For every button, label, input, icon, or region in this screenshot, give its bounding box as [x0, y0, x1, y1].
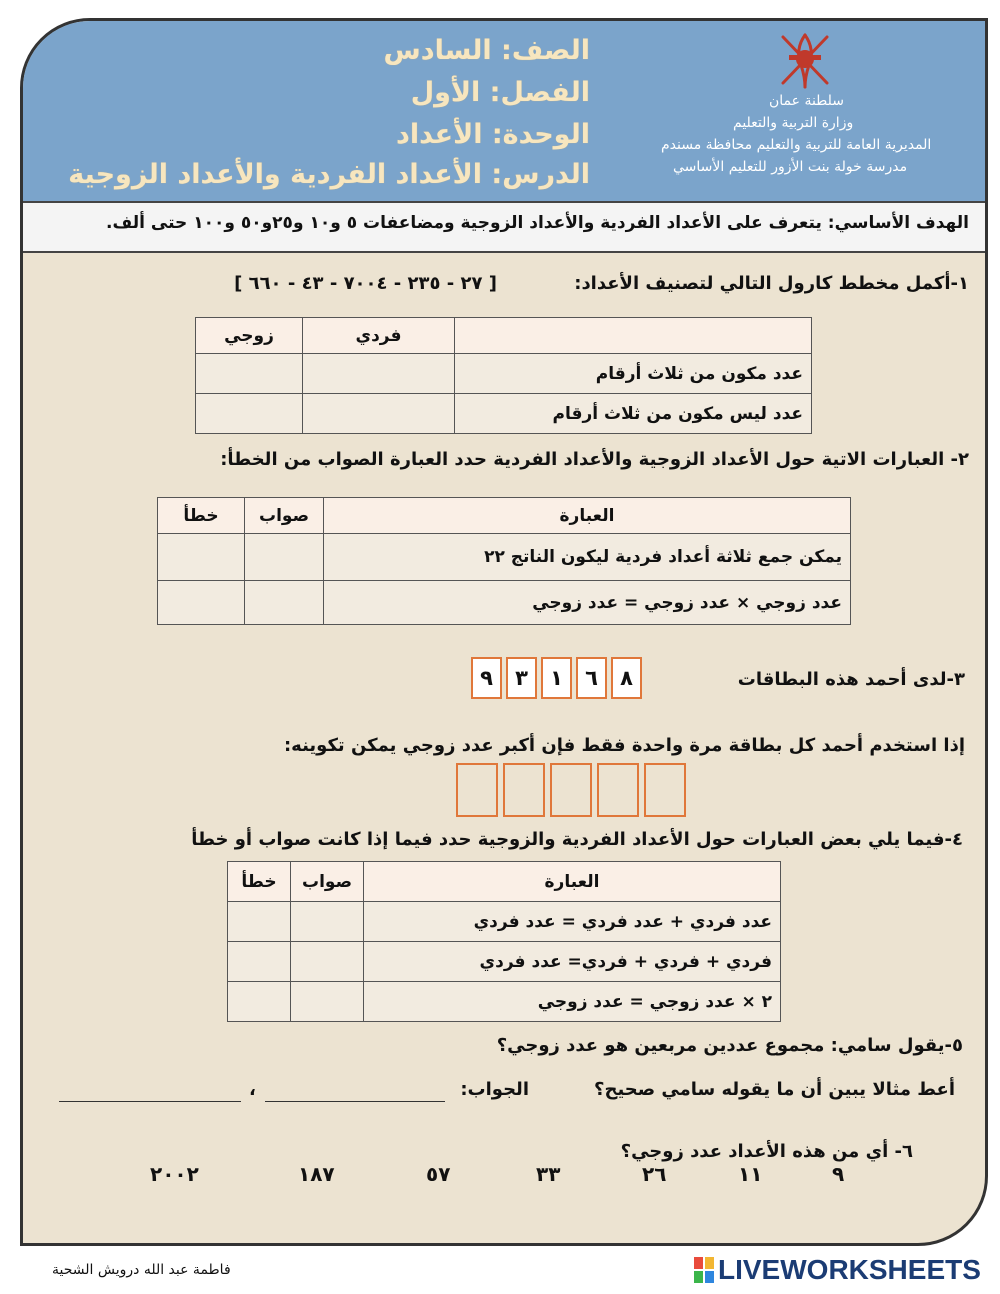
false-answer-cell[interactable] [228, 942, 291, 982]
learning-goal-banner [23, 203, 985, 253]
q6-options [150, 1162, 890, 1192]
org-line-school: مدرسة خولة بنت الأزور للتعليم الأساسي [673, 159, 908, 175]
statement-cell: يمكن جمع ثلاثة أعداد فردية ليكون الناتج ٢٢ [324, 534, 851, 581]
q5-answer-label: الجواب: [460, 1079, 529, 1100]
table-row [228, 942, 781, 982]
number-card: ٣ [506, 657, 537, 699]
header-cell-odd: فردي [303, 318, 455, 354]
header-cell-true: صواب [291, 862, 364, 902]
table-row [228, 902, 781, 942]
number-card: ٦ [576, 657, 607, 699]
answer-cell[interactable] [196, 354, 303, 394]
q6-option[interactable]: ١٨٧ [298, 1162, 335, 1186]
answer-cell[interactable] [303, 394, 455, 434]
answer-blank-2[interactable] [265, 1101, 445, 1102]
q6-option[interactable]: ١١ [738, 1162, 763, 1186]
liveworksheets-brand[interactable]: LIVEWORKSHEETS [718, 1254, 981, 1285]
number-cards [471, 657, 642, 699]
table-row [196, 394, 812, 434]
answer-blank-1[interactable] [59, 1101, 241, 1102]
table-row [228, 982, 781, 1022]
true-false-table-2 [227, 861, 781, 1022]
q4-title: ٤-فيما يلي بعض العبارات حول الأعداد الفردية والزوجية حدد فيما إذا كانت صواب أو خطأ [191, 829, 963, 850]
q3-question: إذا استخدم أحمد كل بطاقة مرة واحدة فقط فإن أكبر عدد زوجي يمكن تكوينه: [283, 735, 965, 756]
table-header-row [158, 498, 851, 534]
table-row [158, 581, 851, 625]
oman-emblem-icon [775, 29, 835, 91]
number-card: ٩ [471, 657, 502, 699]
header-cell-statement: العبارة [324, 498, 851, 534]
true-answer-cell[interactable] [291, 982, 364, 1022]
row-label: عدد ليس مكون من ثلاث أرقام [455, 394, 812, 434]
q6-option[interactable]: ٥٧ [426, 1162, 451, 1186]
statement-cell: عدد زوجي × عدد زوجي = عدد زوجي [324, 581, 851, 625]
statement-cell: فردي + فردي + فردي= عدد فردي [364, 942, 781, 982]
header-cell-false: خطأ [228, 862, 291, 902]
answer-digit-box[interactable] [597, 763, 639, 817]
q6-option[interactable]: ٣٣ [536, 1162, 561, 1186]
org-line-country: سلطنة عمان [769, 93, 845, 109]
q6-option[interactable]: ٩ [832, 1162, 845, 1186]
true-answer-cell[interactable] [245, 581, 324, 625]
header-cell-true: صواب [245, 498, 324, 534]
row-label: عدد مكون من ثلاث أرقام [455, 354, 812, 394]
worksheet-card [20, 18, 988, 1246]
q2-title: ٢- العبارات الاتية حول الأعداد الزوجية والأعداد الفردية حدد العبارة الصواب من الخطأ: [220, 449, 969, 470]
false-answer-cell[interactable] [228, 902, 291, 942]
answer-digit-box[interactable] [550, 763, 592, 817]
statement-cell: ٢ × عدد زوجي = عدد زوجي [364, 982, 781, 1022]
table-row [196, 354, 812, 394]
false-answer-cell[interactable] [158, 581, 245, 625]
number-card: ١ [541, 657, 572, 699]
true-answer-cell[interactable] [245, 534, 324, 581]
q5-separator: ، [249, 1079, 256, 1100]
header-cell-even: زوجي [196, 318, 303, 354]
worksheet-header [23, 21, 985, 203]
q3-title: ٣-لدى أحمد هذه البطاقات [737, 669, 965, 690]
q1-title: ١-أكمل مخطط كارول التالي لتصنيف الأعداد: [574, 273, 969, 294]
unit-label: الوحدة: الأعداد [395, 119, 590, 150]
q6-option[interactable]: ٢٦ [642, 1162, 667, 1186]
liveworksheets-logo-icon [694, 1257, 714, 1283]
false-answer-cell[interactable] [228, 982, 291, 1022]
table-row [158, 534, 851, 581]
true-answer-cell[interactable] [291, 942, 364, 982]
org-line-ministry: وزارة التربية والتعليم [733, 115, 854, 131]
false-answer-cell[interactable] [158, 534, 245, 581]
answer-digit-box[interactable] [456, 763, 498, 817]
q6-title: ٦- أي من هذه الأعداد عدد زوجي؟ [620, 1141, 913, 1162]
header-cell-empty [455, 318, 812, 354]
q1-numbers: [ ٢٧ - ٢٣٥ - ٧٠٠٤ - ٤٣ - ٦٦٠ ] [234, 273, 497, 294]
number-card: ٨ [611, 657, 642, 699]
semester-label: الفصل: الأول [410, 77, 590, 108]
true-answer-cell[interactable] [291, 902, 364, 942]
answer-cell[interactable] [196, 394, 303, 434]
learning-goal-text: الهدف الأساسي: يتعرف على الأعداد الفردية والأعداد الزوجية ومضاعفات ٥ و١٠ و٢٥و٥٠ و١٠٠ حتى ألف. [106, 213, 969, 233]
header-cell-false: خطأ [158, 498, 245, 534]
author-credit: فاطمة عبد الله درويش الشحية [52, 1262, 231, 1278]
lesson-label: الدرس: الأعداد الفردية والأعداد الزوجية [68, 159, 590, 190]
grade-label: الصف: السادس [383, 35, 590, 66]
answer-cell[interactable] [303, 354, 455, 394]
q5-title: ٥-يقول سامي: مجموع عددين مربعين هو عدد زوجي؟ [496, 1035, 963, 1056]
header-cell-statement: العبارة [364, 862, 781, 902]
true-false-table-1 [157, 497, 851, 625]
q6-option[interactable]: ٢٠٠٢ [150, 1162, 199, 1186]
answer-boxes [456, 763, 686, 817]
table-header-row [228, 862, 781, 902]
q5-prompt: أعط مثالا يبين أن ما يقوله سامي صحيح؟ [594, 1079, 955, 1100]
carroll-diagram-table [195, 317, 812, 434]
org-line-directorate: المديرية العامة للتربية والتعليم محافظة مسندم [661, 137, 932, 153]
answer-digit-box[interactable] [644, 763, 686, 817]
answer-digit-box[interactable] [503, 763, 545, 817]
table-header-row [196, 318, 812, 354]
statement-cell: عدد فردي + عدد فردي = عدد فردي [364, 902, 781, 942]
